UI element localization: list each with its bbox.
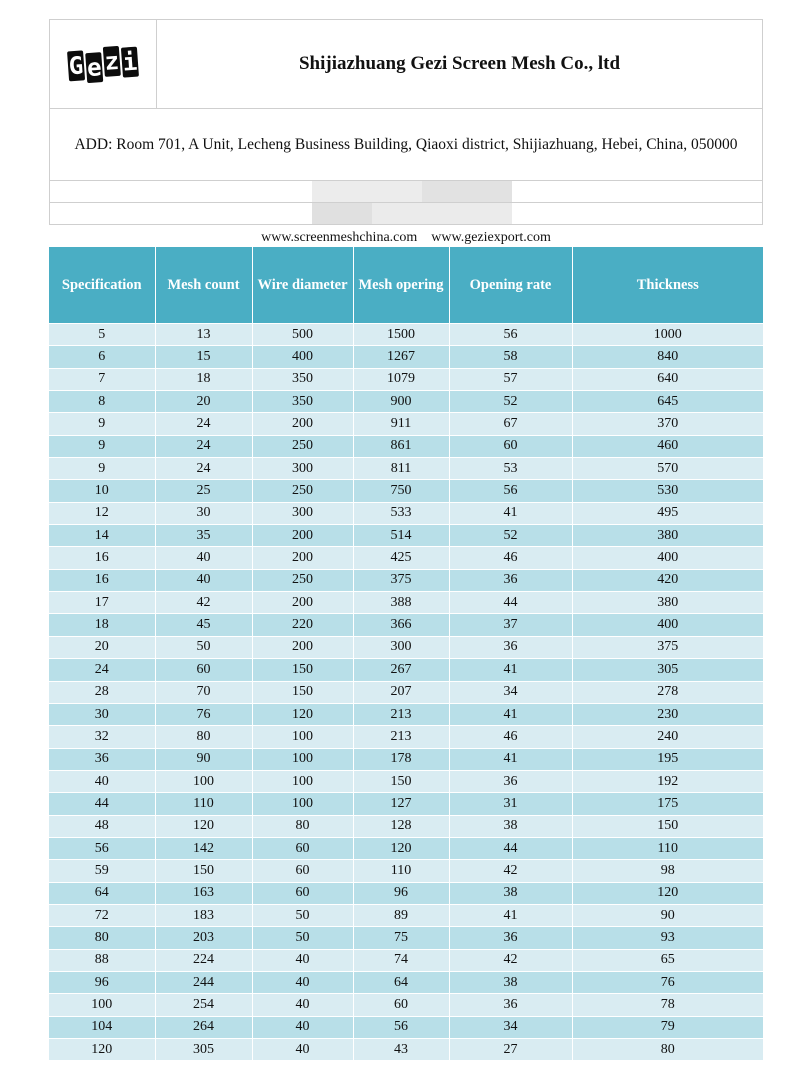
- table-cell: 65: [572, 949, 763, 971]
- table-cell: 305: [572, 659, 763, 681]
- table-cell: 36: [449, 569, 572, 591]
- table-header-row: [49, 247, 763, 324]
- table-cell: 460: [572, 435, 763, 457]
- table-cell: 175: [572, 793, 763, 815]
- table-cell: 375: [572, 636, 763, 658]
- table-cell: 36: [449, 994, 572, 1016]
- table-cell: 200: [252, 636, 353, 658]
- table-cell: 24: [155, 458, 252, 480]
- table-cell: 64: [353, 971, 449, 993]
- column-header: Opening rate: [449, 247, 572, 324]
- table-cell: 60: [252, 837, 353, 859]
- table-cell: 150: [155, 860, 252, 882]
- table-cell: 41: [449, 659, 572, 681]
- table-cell: 100: [252, 726, 353, 748]
- table-cell: 250: [252, 480, 353, 502]
- table-row: [49, 949, 763, 971]
- website-link[interactable]: www.geziexport.com: [431, 230, 551, 245]
- table-cell: 40: [252, 1016, 353, 1038]
- table-cell: 200: [252, 547, 353, 569]
- table-cell: 120: [353, 837, 449, 859]
- table-row: [49, 726, 763, 748]
- table-cell: 60: [449, 435, 572, 457]
- table-cell: 400: [572, 547, 763, 569]
- table-cell: 78: [572, 994, 763, 1016]
- table-row: [49, 458, 763, 480]
- table-cell: 18: [49, 614, 155, 636]
- table-cell: 64: [49, 882, 155, 904]
- table-row: [49, 770, 763, 792]
- table-cell: 18: [155, 368, 252, 390]
- table-row: [49, 971, 763, 993]
- table-cell: 76: [572, 971, 763, 993]
- table-cell: 46: [449, 726, 572, 748]
- table-cell: 12: [49, 502, 155, 524]
- table-cell: 224: [155, 949, 252, 971]
- table-cell: 127: [353, 793, 449, 815]
- table-cell: 911: [353, 413, 449, 435]
- table-row: [49, 502, 763, 524]
- table-row: [49, 882, 763, 904]
- table-cell: 150: [572, 815, 763, 837]
- table-row: [49, 413, 763, 435]
- redacted-row: [49, 181, 763, 203]
- table-cell: 183: [155, 904, 252, 926]
- table-cell: 56: [49, 837, 155, 859]
- table-row: [49, 592, 763, 614]
- table-cell: 15: [155, 346, 252, 368]
- table-cell: 52: [449, 525, 572, 547]
- website-links: [49, 225, 763, 247]
- table-cell: 350: [252, 391, 353, 413]
- table-cell: 20: [155, 391, 252, 413]
- table-cell: 244: [155, 971, 252, 993]
- table-cell: 645: [572, 391, 763, 413]
- table-cell: 27: [449, 1039, 572, 1061]
- table-cell: 70: [155, 681, 252, 703]
- table-cell: 213: [353, 726, 449, 748]
- table-cell: 530: [572, 480, 763, 502]
- table-cell: 38: [449, 815, 572, 837]
- column-header: Mesh opering: [353, 247, 449, 324]
- table-cell: 56: [353, 1016, 449, 1038]
- table-cell: 380: [572, 592, 763, 614]
- table-cell: 58: [449, 346, 572, 368]
- table-cell: 375: [353, 569, 449, 591]
- table-cell: 16: [49, 569, 155, 591]
- table-cell: 425: [353, 547, 449, 569]
- table-cell: 90: [572, 904, 763, 926]
- table-cell: 150: [353, 770, 449, 792]
- table-cell: 40: [252, 994, 353, 1016]
- table-cell: 75: [353, 927, 449, 949]
- mesh-spec-table: [49, 247, 763, 1060]
- table-cell: 110: [572, 837, 763, 859]
- table-cell: 250: [252, 569, 353, 591]
- table-row: [49, 703, 763, 725]
- table-cell: 220: [252, 614, 353, 636]
- table-cell: 14: [49, 525, 155, 547]
- table-cell: 9: [49, 458, 155, 480]
- table-cell: 500: [252, 324, 353, 346]
- table-row: [49, 368, 763, 390]
- table-cell: 380: [572, 525, 763, 547]
- table-cell: 533: [353, 502, 449, 524]
- table-cell: 350: [252, 368, 353, 390]
- table-cell: 150: [252, 681, 353, 703]
- table-row: [49, 994, 763, 1016]
- table-cell: 40: [155, 569, 252, 591]
- table-cell: 35: [155, 525, 252, 547]
- table-cell: 80: [252, 815, 353, 837]
- table-cell: 250: [252, 435, 353, 457]
- table-row: [49, 748, 763, 770]
- table-cell: 300: [353, 636, 449, 658]
- table-cell: 300: [252, 502, 353, 524]
- table-cell: 9: [49, 435, 155, 457]
- table-cell: 230: [572, 703, 763, 725]
- table-cell: 96: [49, 971, 155, 993]
- table-cell: 93: [572, 927, 763, 949]
- table-cell: 13: [155, 324, 252, 346]
- table-cell: 88: [49, 949, 155, 971]
- table-cell: 5: [49, 324, 155, 346]
- table-cell: 514: [353, 525, 449, 547]
- table-row: [49, 391, 763, 413]
- table-cell: 24: [155, 413, 252, 435]
- table-cell: 25: [155, 480, 252, 502]
- table-row: [49, 1039, 763, 1061]
- table-cell: 178: [353, 748, 449, 770]
- table-cell: 42: [155, 592, 252, 614]
- table-cell: 100: [252, 748, 353, 770]
- table-row: [49, 659, 763, 681]
- table-cell: 200: [252, 413, 353, 435]
- table-cell: 16: [49, 547, 155, 569]
- table-cell: 17: [49, 592, 155, 614]
- table-cell: 100: [252, 770, 353, 792]
- table-cell: 40: [252, 949, 353, 971]
- table-cell: 900: [353, 391, 449, 413]
- table-cell: 100: [155, 770, 252, 792]
- table-cell: 163: [155, 882, 252, 904]
- header-row: [49, 19, 763, 109]
- table-row: [49, 614, 763, 636]
- table-row: [49, 547, 763, 569]
- company-name: Shijiazhuang Gezi Screen Mesh Co., ltd: [298, 53, 621, 74]
- table-cell: 40: [155, 547, 252, 569]
- table-cell: 1000: [572, 324, 763, 346]
- table-cell: 36: [49, 748, 155, 770]
- table-cell: 36: [449, 770, 572, 792]
- table-row: [49, 324, 763, 346]
- table-cell: 570: [572, 458, 763, 480]
- table-cell: 80: [572, 1039, 763, 1061]
- table-cell: 110: [155, 793, 252, 815]
- table-cell: 150: [252, 659, 353, 681]
- table-cell: 192: [572, 770, 763, 792]
- table-cell: 79: [572, 1016, 763, 1038]
- table-body: [49, 324, 763, 1061]
- table-cell: 36: [449, 927, 572, 949]
- table-row: [49, 681, 763, 703]
- table-cell: 400: [252, 346, 353, 368]
- table-cell: 305: [155, 1039, 252, 1061]
- table-cell: 120: [155, 815, 252, 837]
- table-cell: 495: [572, 502, 763, 524]
- table-row: [49, 927, 763, 949]
- table-cell: 128: [353, 815, 449, 837]
- table-row: [49, 480, 763, 502]
- table-cell: 100: [252, 793, 353, 815]
- table-cell: 60: [252, 860, 353, 882]
- column-header: Mesh count: [155, 247, 252, 324]
- table-cell: 45: [155, 614, 252, 636]
- table-cell: 811: [353, 458, 449, 480]
- column-header: Wire diameter: [252, 247, 353, 324]
- table-cell: 34: [449, 1016, 572, 1038]
- table-cell: 6: [49, 346, 155, 368]
- table-cell: 48: [49, 815, 155, 837]
- table-row: [49, 346, 763, 368]
- table-cell: 840: [572, 346, 763, 368]
- spec-sheet: [49, 19, 763, 1060]
- table-cell: 420: [572, 569, 763, 591]
- table-cell: 80: [49, 927, 155, 949]
- table-cell: 24: [155, 435, 252, 457]
- table-cell: 44: [449, 837, 572, 859]
- table-cell: 30: [155, 502, 252, 524]
- table-cell: 72: [49, 904, 155, 926]
- address-line: ADD: Room 701, A Unit, Lecheng Business Building, Qiaoxi district, Shijiazhuang, Hebei, China, 050000: [49, 109, 763, 181]
- table-row: [49, 793, 763, 815]
- table-row: [49, 904, 763, 926]
- table-cell: 100: [49, 994, 155, 1016]
- table-cell: 44: [49, 793, 155, 815]
- table-cell: 50: [155, 636, 252, 658]
- table-cell: 104: [49, 1016, 155, 1038]
- table-cell: 195: [572, 748, 763, 770]
- table-cell: 300: [252, 458, 353, 480]
- table-cell: 7: [49, 368, 155, 390]
- table-cell: 56: [449, 324, 572, 346]
- table-cell: 76: [155, 703, 252, 725]
- table-cell: 74: [353, 949, 449, 971]
- table-cell: 640: [572, 368, 763, 390]
- table-cell: 34: [449, 681, 572, 703]
- table-cell: 42: [449, 949, 572, 971]
- column-header: Thickness: [572, 247, 763, 324]
- table-cell: 32: [49, 726, 155, 748]
- table-cell: 370: [572, 413, 763, 435]
- table-cell: 50: [252, 927, 353, 949]
- table-cell: 267: [353, 659, 449, 681]
- table-cell: 50: [252, 904, 353, 926]
- table-cell: 750: [353, 480, 449, 502]
- table-cell: 80: [155, 726, 252, 748]
- table-cell: 41: [449, 703, 572, 725]
- table-cell: 9: [49, 413, 155, 435]
- table-cell: 142: [155, 837, 252, 859]
- table-cell: 67: [449, 413, 572, 435]
- table-row: [49, 815, 763, 837]
- table-cell: 388: [353, 592, 449, 614]
- table-row: [49, 435, 763, 457]
- table-cell: 213: [353, 703, 449, 725]
- table-cell: 41: [449, 502, 572, 524]
- table-cell: 400: [572, 614, 763, 636]
- table-cell: 46: [449, 547, 572, 569]
- table-cell: 43: [353, 1039, 449, 1061]
- table-cell: 1079: [353, 368, 449, 390]
- table-cell: 42: [449, 860, 572, 882]
- table-row: [49, 1016, 763, 1038]
- website-link[interactable]: www.screenmeshchina.com: [261, 230, 418, 245]
- table-cell: 38: [449, 882, 572, 904]
- gezi-logo: G e z i: [67, 46, 139, 83]
- table-cell: 40: [252, 971, 353, 993]
- table-cell: 96: [353, 882, 449, 904]
- table-cell: 89: [353, 904, 449, 926]
- table-cell: 52: [449, 391, 572, 413]
- table-cell: 110: [353, 860, 449, 882]
- table-cell: 37: [449, 614, 572, 636]
- table-cell: 1267: [353, 346, 449, 368]
- table-row: [49, 636, 763, 658]
- redacted-row: [49, 203, 763, 225]
- table-cell: 41: [449, 904, 572, 926]
- table-cell: 41: [449, 748, 572, 770]
- table-cell: 366: [353, 614, 449, 636]
- table-cell: 264: [155, 1016, 252, 1038]
- table-cell: 60: [353, 994, 449, 1016]
- logo-cell: [50, 20, 157, 108]
- table-cell: 53: [449, 458, 572, 480]
- table-cell: 240: [572, 726, 763, 748]
- table-cell: 28: [49, 681, 155, 703]
- table-cell: 207: [353, 681, 449, 703]
- table-cell: 254: [155, 994, 252, 1016]
- table-cell: 278: [572, 681, 763, 703]
- table-row: [49, 837, 763, 859]
- table-cell: 200: [252, 592, 353, 614]
- table-cell: 57: [449, 368, 572, 390]
- table-cell: 24: [49, 659, 155, 681]
- table-cell: 44: [449, 592, 572, 614]
- table-cell: 40: [252, 1039, 353, 1061]
- table-cell: 59: [49, 860, 155, 882]
- table-cell: 30: [49, 703, 155, 725]
- table-cell: 10: [49, 480, 155, 502]
- table-cell: 60: [155, 659, 252, 681]
- table-cell: 20: [49, 636, 155, 658]
- table-cell: 120: [252, 703, 353, 725]
- column-header: Specification: [49, 247, 155, 324]
- table-cell: 120: [572, 882, 763, 904]
- table-cell: 8: [49, 391, 155, 413]
- table-row: [49, 525, 763, 547]
- table-cell: 98: [572, 860, 763, 882]
- table-cell: 90: [155, 748, 252, 770]
- table-cell: 31: [449, 793, 572, 815]
- table-row: [49, 569, 763, 591]
- table-cell: 120: [49, 1039, 155, 1061]
- table-row: [49, 860, 763, 882]
- table-cell: 40: [49, 770, 155, 792]
- table-cell: 200: [252, 525, 353, 547]
- table-cell: 203: [155, 927, 252, 949]
- table-cell: 38: [449, 971, 572, 993]
- table-cell: 861: [353, 435, 449, 457]
- table-cell: 60: [252, 882, 353, 904]
- table-cell: 56: [449, 480, 572, 502]
- table-cell: 36: [449, 636, 572, 658]
- table-cell: 1500: [353, 324, 449, 346]
